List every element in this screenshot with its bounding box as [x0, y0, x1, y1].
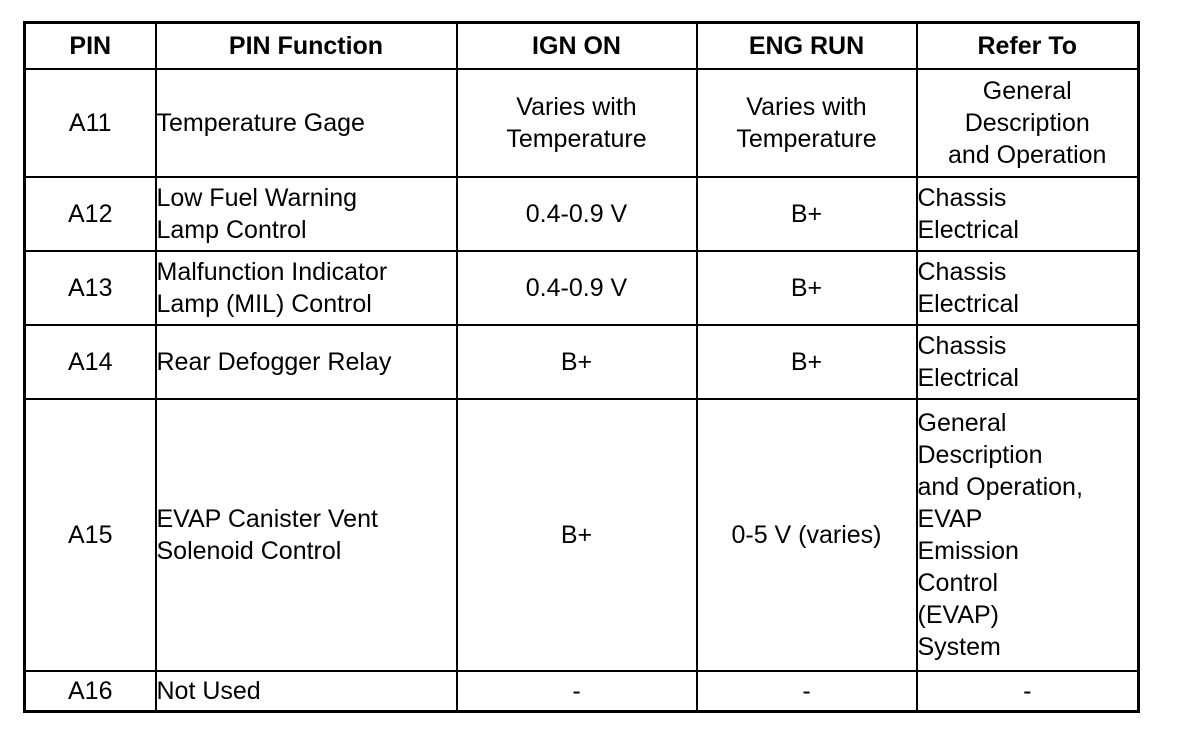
ign-on-cell: - [457, 671, 697, 711]
pin-cell: A16 [25, 671, 156, 711]
pin-function-cell: EVAP Canister Vent Solenoid Control [156, 399, 457, 671]
refer-to-cell: - [917, 671, 1139, 711]
pin-function-cell: Not Used [156, 671, 457, 711]
refer-to-cell: General Description and Operation [917, 69, 1139, 177]
refer-to-cell: Chassis Electrical [917, 177, 1139, 251]
pin-cell: A11 [25, 69, 156, 177]
eng-run-cell: - [697, 671, 917, 711]
header-pin: PIN [25, 23, 156, 70]
header-refer-to: Refer To [917, 23, 1139, 70]
table-row [25, 671, 1139, 711]
pin-function-cell: Rear Defogger Relay [156, 325, 457, 399]
pin-function-cell: Malfunction Indicator Lamp (MIL) Control [156, 251, 457, 325]
table-row [25, 399, 1139, 671]
table-header-row [25, 23, 1139, 70]
eng-run-cell: 0-5 V (varies) [697, 399, 917, 671]
eng-run-cell: B+ [697, 325, 917, 399]
ign-on-cell: 0.4-0.9 V [457, 251, 697, 325]
pin-cell: A15 [25, 399, 156, 671]
table-row [25, 251, 1139, 325]
header-pin-function: PIN Function [156, 23, 457, 70]
eng-run-cell: B+ [697, 177, 917, 251]
pin-cell: A13 [25, 251, 156, 325]
refer-to-cell: Chassis Electrical [917, 251, 1139, 325]
pin-cell: A12 [25, 177, 156, 251]
table-row [25, 69, 1139, 177]
pin-cell: A14 [25, 325, 156, 399]
ign-on-cell: 0.4-0.9 V [457, 177, 697, 251]
ign-on-cell: Varies with Temperature [457, 69, 697, 177]
ign-on-cell: B+ [457, 325, 697, 399]
table-row [25, 177, 1139, 251]
pin-function-cell: Low Fuel Warning Lamp Control [156, 177, 457, 251]
header-ign-on: IGN ON [457, 23, 697, 70]
header-eng-run: ENG RUN [697, 23, 917, 70]
eng-run-cell: B+ [697, 251, 917, 325]
eng-run-cell: Varies with Temperature [697, 69, 917, 177]
refer-to-cell: Chassis Electrical [917, 325, 1139, 399]
pin-function-cell: Temperature Gage [156, 69, 457, 177]
ign-on-cell: B+ [457, 399, 697, 671]
refer-to-cell: General Description and Operation, EVAP Emission Control (EVAP) System [917, 399, 1139, 671]
pin-function-table [23, 21, 1140, 713]
table-row [25, 325, 1139, 399]
